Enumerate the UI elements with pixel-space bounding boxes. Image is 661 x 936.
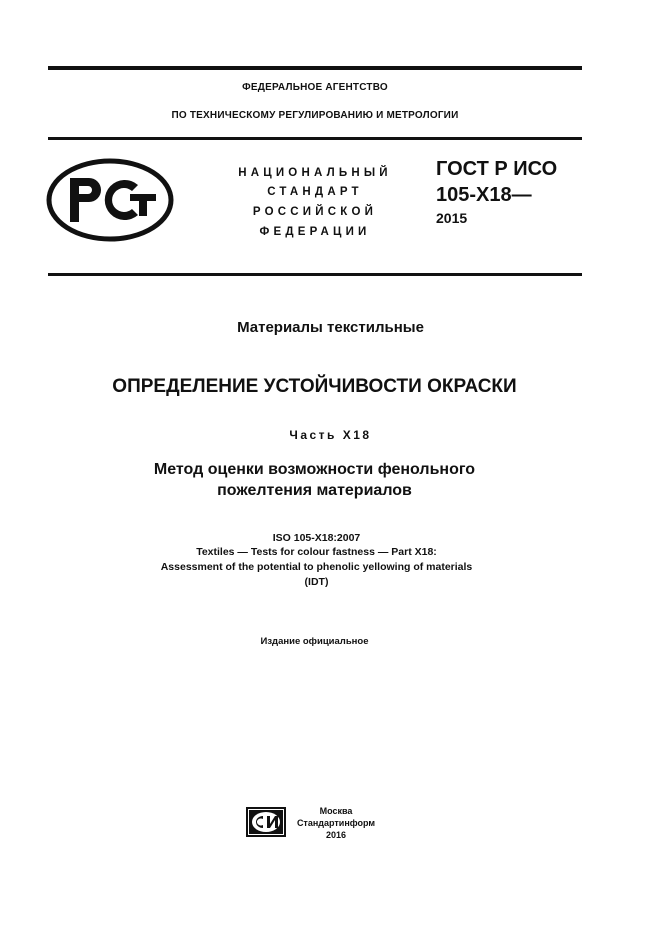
iso-code: ISO 105-X18:2007 <box>272 532 361 544</box>
subject-title: Материалы текстильные <box>237 319 424 336</box>
method-title-line-1: Метод оценки возможности фенольного <box>153 461 476 478</box>
iso-title-line-2: Assessment of the potential to phenolic yellowing of materials <box>160 561 473 573</box>
agency-line-1: ФЕДЕРАЛЬНОЕ АГЕНТСТВО <box>242 82 388 93</box>
header-rule <box>48 137 582 140</box>
designation-line-2: 105-X18— <box>436 184 532 206</box>
standartinform-logo-icon <box>246 807 286 837</box>
rst-logo-icon <box>46 158 174 242</box>
top-rule <box>48 66 582 70</box>
method-title-line-2: пожелтения материалов <box>217 482 412 499</box>
national-standard-line-1: НАЦИОНАЛЬНЫЙ <box>238 167 392 179</box>
publisher-city: Москва <box>319 806 353 816</box>
publisher-name: Стандартинформ <box>296 818 376 828</box>
national-standard-line-2: СТАНДАРТ <box>267 186 363 198</box>
national-standard-line-4: ФЕДЕРАЦИИ <box>259 226 371 238</box>
national-standard-line-3: РОССИЙСКОЙ <box>252 206 378 218</box>
agency-line-2: ПО ТЕХНИЧЕСКОМУ РЕГУЛИРОВАНИЮ И МЕТРОЛОГИИ <box>171 110 459 121</box>
designation-line-1: ГОСТ Р ИСО <box>436 158 558 180</box>
part-title: Часть X18 <box>289 428 372 442</box>
edition-label: Издание официальное <box>260 636 369 647</box>
iso-degree: (IDT) <box>304 576 329 588</box>
publisher-year: 2016 <box>325 830 347 840</box>
mid-rule <box>48 273 582 276</box>
iso-title-line-1: Textiles — Tests for colour fastness — Part X18: <box>196 546 437 558</box>
designation-line-3: 2015 <box>436 210 468 226</box>
main-title: ОПРЕДЕЛЕНИЕ УСТОЙЧИВОСТИ ОКРАСКИ <box>112 376 517 397</box>
